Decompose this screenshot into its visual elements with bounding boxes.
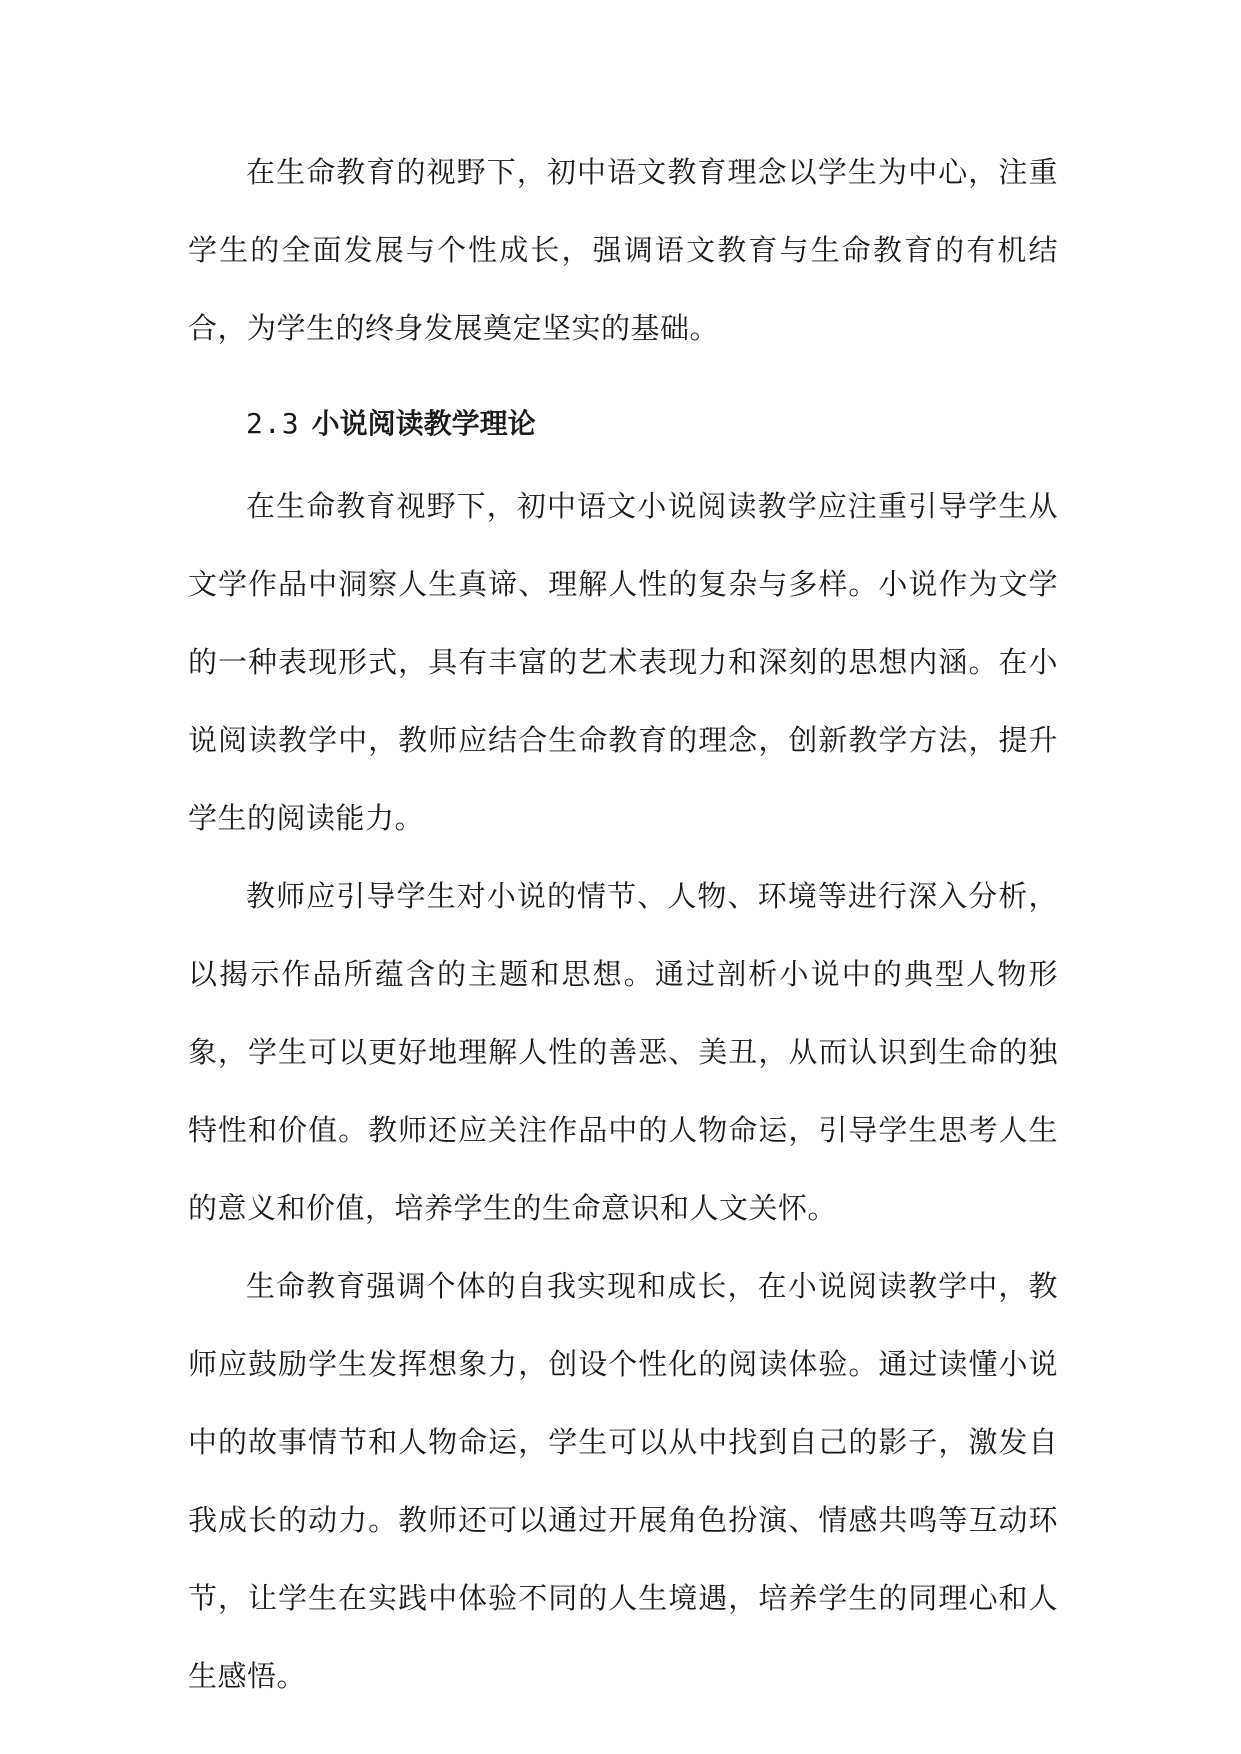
paragraph-4: 生命教育强调个体的自我实现和成长，在小说阅读教学中，教师应鼓励学生发挥想象力，创设个性化的阅读体验。通过读懂小说中的故事情节和人物命运，学生可以从中找到自己的影子，激发自我成长的动力。教师还可以通过开展角色扮演、情感共鸣等互动环节，让学生在实践中体验不同的人生境遇，培养学生的同理心和人生感悟。 — [188, 1269, 1058, 1693]
section-body — [188, 467, 1058, 1715]
paragraph-3: 教师应引导学生对小说的情节、人物、环境等进行深入分析，以揭示作品所蕴含的主题和思想。通过剖析小说中的典型人物形象，学生可以更好地理解人性的善恶、美丑，从而认识到生命的独特性和价值。教师还应关注作品中的人物命运，引导学生思考人生的意义和价值，培养学生的生命意识和人文关怀。 — [188, 879, 1058, 1225]
section-heading — [246, 404, 536, 444]
paragraph-2: 在生命教育视野下，初中语文小说阅读教学应注重引导学生从文学作品中洞察人生真谛、理解人性的复杂与多样。小说作为文学的一种表现形式，具有丰富的艺术表现力和深刻的思想内涵。在小说阅读教学中，教师应结合生命教育的理念，创新教学方法，提升学生的阅读能力。 — [188, 489, 1058, 835]
paragraph-1: 在生命教育的视野下，初中语文教育理念以学生为中心，注重学生的全面发展与个性成长，强调语文教育与生命教育的有机结合，为学生的终身发展奠定坚实的基础。 — [188, 155, 1058, 345]
section-title: 小说阅读教学理论 — [311, 407, 536, 440]
section-number: 2.3 — [246, 407, 300, 440]
intro-section — [188, 133, 1058, 367]
